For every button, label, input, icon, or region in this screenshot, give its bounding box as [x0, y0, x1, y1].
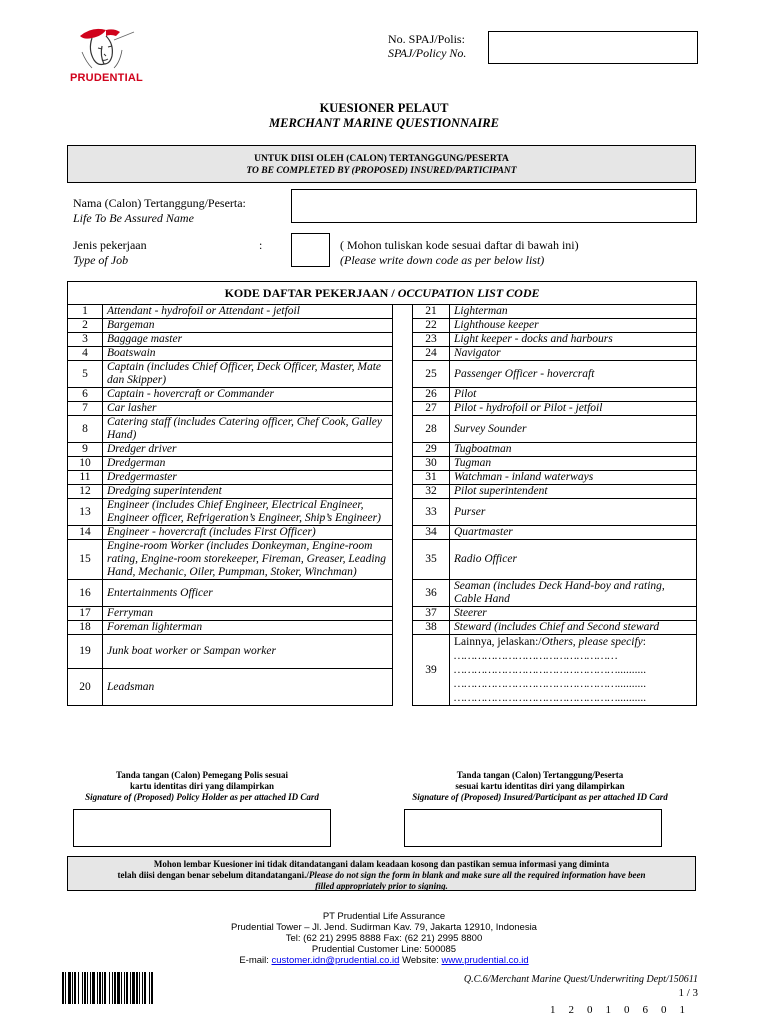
table-row — [68, 319, 697, 333]
code-number: 25 — [413, 361, 450, 388]
code-number: 32 — [413, 485, 450, 499]
insured-name-label: Nama (Calon) Tertanggung/Peserta: Life To Be Assured Name — [73, 196, 246, 225]
occupation-name: Car lasher — [103, 402, 393, 416]
email-link[interactable]: customer.idn@prudential.co.id — [271, 955, 400, 966]
code-number: 22 — [413, 319, 450, 333]
code-number: 38 — [413, 621, 450, 635]
code-number: 30 — [413, 457, 450, 471]
table-row — [68, 347, 697, 361]
code-number: 31 — [413, 471, 450, 485]
code-number: 8 — [68, 416, 103, 443]
occupation-name: Pilot superintendent — [450, 485, 697, 499]
job-type-colon: : — [259, 238, 263, 252]
occupation-name: Watchman - inland waterways — [450, 471, 697, 485]
code-number: 39 — [413, 635, 450, 706]
occupation-name: Engineer - hovercraft (includes First Officer) — [103, 526, 393, 540]
occupation-name: Steerer — [450, 607, 697, 621]
table-row — [68, 580, 697, 607]
other-occupation-field[interactable]: Lainnya, jelaskan:/Others, please specify: ………………………………………… ………………………………………….......... ………………………………………….......... ………………………………………….......... — [450, 635, 697, 706]
job-code-field[interactable] — [291, 233, 330, 267]
code-number: 23 — [413, 333, 450, 347]
code-number: 34 — [413, 526, 450, 540]
insured-name-field[interactable] — [291, 189, 697, 223]
table-row — [68, 485, 697, 499]
occupation-name: Radio Officer — [450, 540, 697, 580]
table-row — [68, 499, 697, 526]
occupation-name: Attendant - hydrofoil or Attendant - jetfoil — [103, 305, 393, 319]
occupation-name: Survey Sounder — [450, 416, 697, 443]
occupation-code-table — [67, 281, 697, 706]
occupation-name: Seaman (includes Deck Hand-boy and rating, Cable Hand — [450, 580, 697, 607]
occupation-name: Entertainments Officer — [103, 580, 393, 607]
code-number: 18 — [68, 621, 103, 635]
job-type-label: Jenis pekerjaan Type of Job — [73, 238, 147, 267]
page-number: 1 / 3 — [678, 987, 698, 999]
column-gap — [393, 607, 413, 621]
occupation-name: Ferryman — [103, 607, 393, 621]
occupation-name: Passenger Officer - hovercraft — [450, 361, 697, 388]
code-number: 37 — [413, 607, 450, 621]
code-number: 29 — [413, 443, 450, 457]
table-row — [68, 471, 697, 485]
code-number: 28 — [413, 416, 450, 443]
code-number: 24 — [413, 347, 450, 361]
holder-signature-label: Tanda tangan (Calon) Pemegang Polis sesuai kartu identitas diri yang dilampirkan Signature of (Proposed) Policy Holder as per attached ID Card — [85, 770, 319, 802]
occupation-name: Junk boat worker or Sampan worker — [103, 635, 393, 669]
holder-signature-box[interactable] — [73, 809, 331, 847]
code-number: 14 — [68, 526, 103, 540]
code-number: 5 — [68, 361, 103, 388]
occupation-name: Bargeman — [103, 319, 393, 333]
page-title: KUESIONER PELAUT MERCHANT MARINE QUESTIONNAIRE — [269, 101, 499, 130]
occupation-name: Foreman lighterman — [103, 621, 393, 635]
occupation-name: Navigator — [450, 347, 697, 361]
column-gap — [393, 333, 413, 347]
table-row — [68, 607, 697, 621]
code-number: 2 — [68, 319, 103, 333]
occupation-name: Pilot — [450, 388, 697, 402]
occupation-name: Captain (includes Chief Officer, Deck Officer, Master, Mate dan Skipper) — [103, 361, 393, 388]
code-number: 17 — [68, 607, 103, 621]
table-row — [68, 416, 697, 443]
column-gap — [393, 319, 413, 333]
prudential-wordmark: PRUDENTIAL — [70, 72, 143, 84]
column-gap — [393, 443, 413, 457]
insured-signature-box[interactable] — [404, 809, 662, 847]
occupation-name: Boatswain — [103, 347, 393, 361]
column-gap — [393, 499, 413, 526]
occupation-table-header: KODE DAFTAR PEKERJAAN / OCCUPATION LIST CODE — [68, 282, 697, 305]
table-row — [68, 526, 697, 540]
code-number: 33 — [413, 499, 450, 526]
table-row — [68, 540, 697, 580]
table-row — [68, 621, 697, 635]
code-number: 35 — [413, 540, 450, 580]
signing-notice: Mohon lembar Kuesioner ini tidak ditandatangani dalam keadaan kosong dan pastikan semua informasi yang diminta telah diisi dengan benar sebelum ditandatangani./Please do not sign the form in blank and make sure all the required information have been filled appropriately prior to signing. — [67, 856, 696, 891]
instruction-banner: UNTUK DIISI OLEH (CALON) TERTANGGUNG/PESERTA TO BE COMPLETED BY (PROPOSED) INSURED/PARTICIPANT — [67, 145, 696, 183]
code-number: 7 — [68, 402, 103, 416]
column-gap — [393, 540, 413, 580]
code-number: 6 — [68, 388, 103, 402]
occupation-name: Tugman — [450, 457, 697, 471]
occupation-name: Pilot - hydrofoil or Pilot - jetfoil — [450, 402, 697, 416]
column-gap — [393, 388, 413, 402]
table-row — [68, 402, 697, 416]
table-row — [68, 388, 697, 402]
occupation-name: Purser — [450, 499, 697, 526]
occupation-name: Dredger driver — [103, 443, 393, 457]
table-row — [68, 361, 697, 388]
code-number: 4 — [68, 347, 103, 361]
occupation-name: Tugboatman — [450, 443, 697, 457]
document-number: 12010601 — [550, 1004, 698, 1016]
policy-number-field[interactable] — [488, 31, 698, 64]
occupation-name: Engineer (includes Chief Engineer, Electrical Engineer, Engineer officer, Refrigeration’s Engineer, Ship’s Engineer) — [103, 499, 393, 526]
occupation-name: Catering staff (includes Catering officer, Chef Cook, Galley Hand) — [103, 416, 393, 443]
code-number: 21 — [413, 305, 450, 319]
column-gap — [393, 485, 413, 499]
occupation-name: Dredgerman — [103, 457, 393, 471]
table-row — [68, 443, 697, 457]
table-row — [68, 457, 697, 471]
code-number: 26 — [413, 388, 450, 402]
column-gap — [393, 347, 413, 361]
job-code-hint: ( Mohon tuliskan kode sesuai daftar di bawah ini) (Please write down code as per below list) — [340, 238, 579, 267]
code-number: 9 — [68, 443, 103, 457]
occupation-name: Quartmaster — [450, 526, 697, 540]
code-number: 13 — [68, 499, 103, 526]
occupation-name: Steward (includes Chief and Second steward — [450, 621, 697, 635]
column-gap — [393, 457, 413, 471]
code-number: 20 — [68, 669, 103, 706]
column-gap — [393, 471, 413, 485]
website-link[interactable]: www.prudential.co.id — [441, 955, 529, 966]
column-gap — [393, 621, 413, 635]
barcode — [62, 972, 242, 1004]
occupation-name: Captain - hovercraft or Commander — [103, 388, 393, 402]
occupation-name: Light keeper - docks and harbours — [450, 333, 697, 347]
occupation-name: Baggage master — [103, 333, 393, 347]
occupation-name: Dredgermaster — [103, 471, 393, 485]
table-row — [68, 635, 697, 669]
code-number: 10 — [68, 457, 103, 471]
occupation-name: Engine-room Worker (includes Donkeyman, Engine-room rating, Engine-room storekeeper, Fireman, Greaser, Leading Hand, Mechanic, Oiler, Pumpman, Stoker, Winchman) — [103, 540, 393, 580]
occupation-name: Leadsman — [103, 669, 393, 706]
code-number: 19 — [68, 635, 103, 669]
code-number: 16 — [68, 580, 103, 607]
column-gap — [393, 361, 413, 388]
company-footer: PT Prudential Life Assurance Prudential Tower – Jl. Jend. Sudirman Kav. 79, Jakarta 12910, Indonesia Tel: (62 21) 2995 8888 Fax: (62 21) 2995 8800 Prudential Customer Line: 500085 E-mail: customer.idn@prudential.co.id Website: www.prudential.co.id — [231, 911, 537, 966]
column-gap — [393, 416, 413, 443]
occupation-name: Lighthouse keeper — [450, 319, 697, 333]
table-row — [68, 333, 697, 347]
table-row — [68, 305, 697, 319]
code-number: 11 — [68, 471, 103, 485]
code-number: 1 — [68, 305, 103, 319]
occupation-name: Dredging superintendent — [103, 485, 393, 499]
occupation-name: Lighterman — [450, 305, 697, 319]
code-number: 36 — [413, 580, 450, 607]
column-gap — [393, 580, 413, 607]
column-gap — [393, 635, 413, 706]
insured-signature-label: Tanda tangan (Calon) Tertanggung/Peserta sesuai kartu identitas diri yang dilampirkan Signature of (Proposed) Insured/Participant as per attached ID Card — [412, 770, 668, 802]
code-number: 15 — [68, 540, 103, 580]
code-number: 27 — [413, 402, 450, 416]
column-gap — [393, 402, 413, 416]
form-reference: Q.C.6/Merchant Marine Quest/Underwriting Dept/150611 — [463, 974, 698, 985]
code-number: 3 — [68, 333, 103, 347]
code-number: 12 — [68, 485, 103, 499]
column-gap — [393, 526, 413, 540]
column-gap — [393, 305, 413, 319]
policy-number-label: No. SPAJ/Polis: SPAJ/Policy No. — [388, 32, 467, 60]
